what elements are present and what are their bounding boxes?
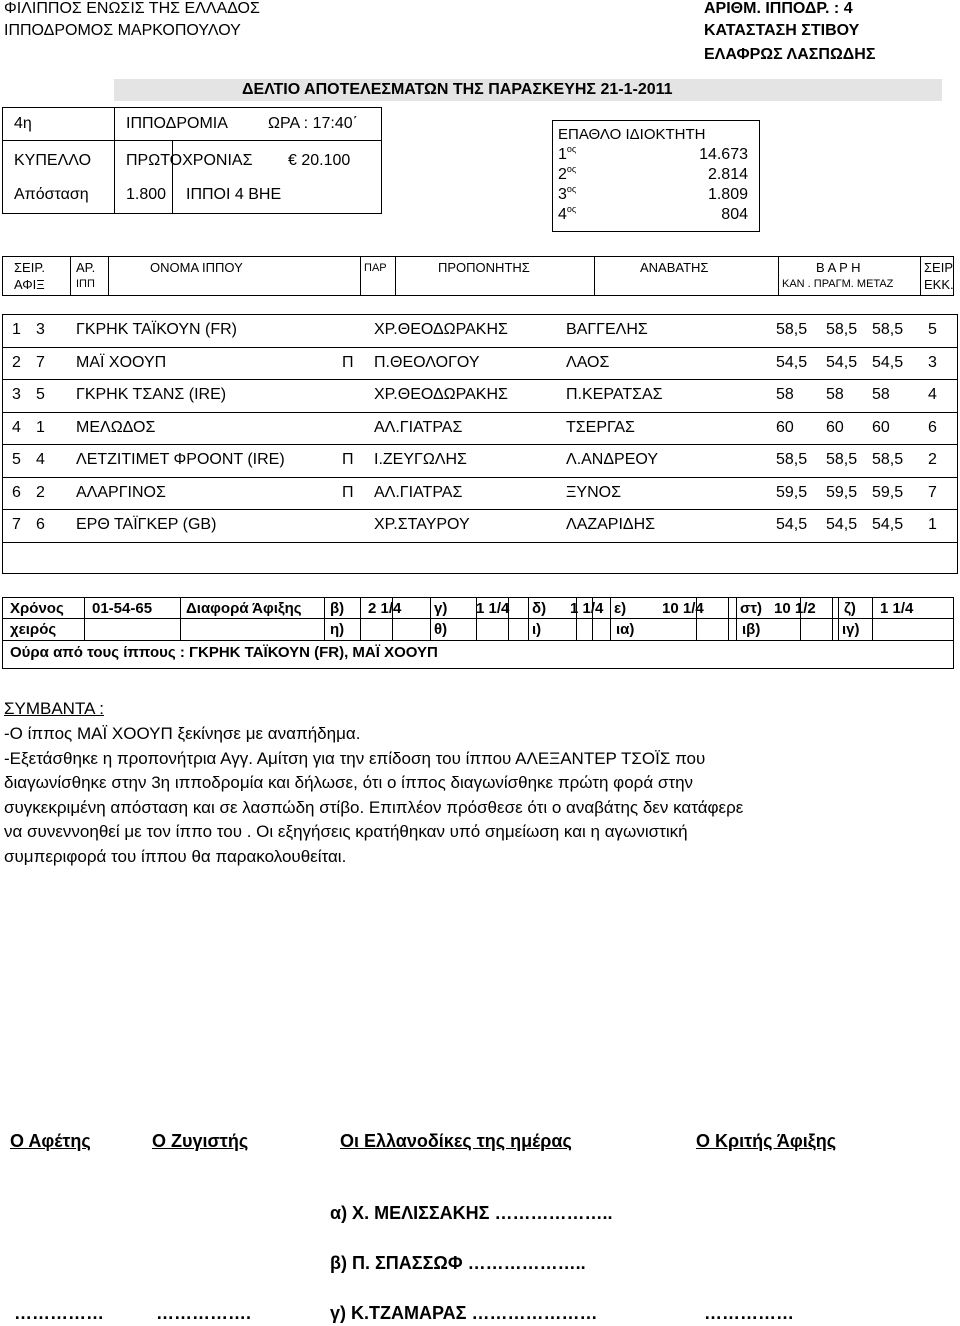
- grid-line: [610, 597, 611, 640]
- euro-icon: €: [288, 152, 297, 169]
- weight-carried: 54,5: [872, 353, 904, 371]
- row-divider: [2, 509, 958, 510]
- diff-value: 1 1/4: [570, 600, 604, 617]
- horse-number: 1: [36, 418, 45, 436]
- horse-name: ΜΕΛΩΔΟΣ: [76, 418, 156, 436]
- horse-class: ΙΠΠΟΙ 4 ΒΗΕ: [186, 186, 282, 203]
- trainer-name: Ι.ΖΕΥΓΩΛΗΣ: [374, 451, 467, 468]
- col-trainer: ΠΡΟΠΟΝΗΤΗΣ: [438, 260, 530, 275]
- weight-carried: 60: [872, 418, 890, 436]
- col-weights: Β Α Ρ Η: [816, 260, 861, 275]
- hand-key: η): [330, 621, 345, 638]
- time-value: 01-54-65: [92, 600, 153, 617]
- steward-c: γ) Κ.ΤΖΑΜΑΡΑΣ …………………: [330, 1303, 598, 1323]
- prize-place: $1^{o\varsigma}$: [558, 144, 577, 163]
- jockey-name: ΒΑΓΓΕΛΗΣ: [566, 321, 648, 338]
- col-horse-name: ΟΝΟΜΑ ΙΠΠΟΥ: [150, 260, 243, 275]
- col-finish: ΣΕΙΡ.: [14, 260, 45, 275]
- cup-label: ΚΥΠΕΛΛΟ: [14, 152, 92, 169]
- event-line: -Εξετάσθηκε η προπονήτρια Αγγ. Αμίτση για την επίδοση του ίππου ΑΛΕΞΑΝΤΕΡ ΤΣΟΪΣ που: [4, 748, 706, 768]
- finish-position: 2: [12, 353, 21, 371]
- event-line: συμπεριφορά του ίππου θα παρακολουθείται.: [4, 846, 347, 866]
- diff-key: γ): [434, 600, 448, 617]
- trainer-name: ΑΛ.ΓΙΑΤΡΑΣ: [374, 418, 463, 436]
- diff-label: Διαφορά Άφιξης: [186, 600, 302, 617]
- col-par: ΠΑΡ: [364, 262, 387, 274]
- meeting-number: ΑΡΙΘΜ. ΙΠΠΟΔΡ. : 4: [704, 0, 853, 17]
- horse-name: ΜΑΪ ΧΟΟΥΠ: [76, 353, 167, 371]
- weight-carried: 59,5: [872, 483, 904, 501]
- weight-actual: 58,5: [826, 451, 858, 468]
- col-number: ΑΡ.: [76, 260, 96, 275]
- prize-amount: 2.814: [707, 166, 748, 183]
- owner-prize-title: ΕΠΑΘΛΟ ΙΔΙΟΚΤΗΤΗ: [558, 126, 706, 143]
- row-divider: [2, 347, 958, 348]
- jockey-name: ΤΣΕΡΓΑΣ: [566, 418, 635, 436]
- weight-handicap: 54,5: [776, 516, 808, 533]
- weight-handicap: 60: [776, 418, 794, 436]
- finish-position: 5: [12, 451, 21, 468]
- event-line: διαγωνίσθηκε στην 3η ιπποδρομία και δήλωσε, ότι ο ίππος διαγωνίσθηκε πρώτη φορά στην: [4, 773, 694, 792]
- diff-key: ε): [614, 600, 627, 617]
- surface-value: ΕΛΑΦΡΩΣ ΛΑΣΠΩΔΗΣ: [704, 46, 876, 63]
- prize-amount: 14.673: [699, 146, 748, 163]
- start-position: 7: [928, 483, 937, 501]
- start-position: 4: [928, 386, 937, 403]
- steward-a: α) Χ. ΜΕΛΙΣΣΑΚΗΣ ………………..: [330, 1203, 613, 1223]
- event-line: συγκεκριμένη απόσταση και σε λασπώδη στίβο. Επιπλέον πρόσθεσε ότι ο αναβάτης δεν κατάφερε: [4, 797, 744, 817]
- finish-position: 4: [12, 418, 21, 436]
- trainer-name: Π.ΘΕΟΛΟΓΟΥ: [374, 353, 480, 371]
- trainer-name: ΧΡ.ΘΕΟΔΩΡΑΚΗΣ: [374, 321, 508, 338]
- purse-value: € 20.100: [288, 152, 351, 169]
- weight-actual: 60: [826, 418, 844, 436]
- row-divider: [2, 477, 958, 478]
- diff-key: β): [330, 600, 345, 617]
- col-finish-2: ΑΦΙΞ: [14, 277, 45, 292]
- jockey-name: ΞΥΝΟΣ: [566, 483, 621, 501]
- diff-value: 2 1/4: [368, 600, 402, 617]
- diff-value: 1 1/4: [880, 600, 914, 617]
- jockey-name: Π.ΚΕΡΑΤΣΑΣ: [566, 386, 663, 403]
- time-label: Χρόνος: [10, 600, 64, 617]
- weight-actual: 58,5: [826, 321, 858, 338]
- weight-carried: 58: [872, 386, 890, 403]
- horse-name: ΓΚΡΗΚ ΤΣΑΝΣ (IRE): [76, 386, 227, 403]
- weight-actual: 54,5: [826, 353, 858, 371]
- hand-key: ιβ): [742, 621, 761, 638]
- start-position: 3: [928, 353, 937, 371]
- weight-carried: 58,5: [872, 321, 904, 338]
- grid-line: [360, 597, 361, 640]
- weight-carried: 54,5: [872, 516, 904, 533]
- club-name: ΦΙΛΙΠΠΟΣ ΕΝΩΣΙΣ ΤΗΣ ΕΛΛΑΔΟΣ: [4, 0, 260, 17]
- prize-amount: 804: [721, 206, 748, 223]
- events-title: ΣΥΜΒΑΝΤΑ :: [4, 699, 104, 718]
- distance-label: Απόσταση: [14, 186, 89, 203]
- col-number-2: ΙΠΠ: [76, 278, 95, 290]
- weight-handicap: 58,5: [776, 451, 808, 468]
- prize-place: $4^{o\varsigma}$: [558, 204, 577, 223]
- trainer-name: ΑΛ.ΓΙΑΤΡΑΣ: [374, 483, 463, 501]
- hand-key: ι): [532, 621, 542, 638]
- jockey-name: Λ.ΑΝΔΡΕΟΥ: [566, 451, 658, 468]
- col-start: ΣΕΙΡ: [924, 260, 953, 275]
- horse-name: ΕΡΘ ΤΑΪΓΚΕΡ (GB): [76, 516, 217, 533]
- sig-dots-right: ……………: [704, 1303, 794, 1323]
- hand-key: ια): [616, 621, 635, 638]
- prize-place: $3^{o\varsigma}$: [558, 184, 577, 203]
- hand-key: θ): [434, 621, 448, 638]
- grid-line: [838, 597, 839, 640]
- trainer-name: ΧΡ.ΘΕΟΔΩΡΑΚΗΣ: [374, 386, 508, 403]
- row-divider: [2, 412, 958, 413]
- finish-position: 6: [12, 483, 21, 501]
- horse-number: 2: [36, 483, 45, 501]
- weight-handicap: 59,5: [776, 483, 808, 501]
- grid-line: [728, 597, 729, 640]
- col-weights-sub: ΚΑΝ . ΠΡΑΓΜ. ΜΕΤΑΖ: [782, 278, 894, 290]
- start-position: 2: [928, 451, 937, 468]
- jockey-name: ΛΑΟΣ: [566, 353, 610, 371]
- horse-number: 5: [36, 386, 45, 403]
- grid-line: [324, 597, 325, 640]
- race-time: ΩΡΑ : 17:40΄: [268, 115, 358, 132]
- track-name: ΙΠΠΟΔΡΟΜΟΣ ΜΑΡΚΟΠΟΥΛΟΥ: [4, 22, 241, 39]
- diff-key: στ): [740, 600, 762, 617]
- diff-value: 10 1/2: [774, 600, 816, 617]
- weight-actual: 59,5: [826, 483, 858, 501]
- weight-actual: 54,5: [826, 516, 858, 533]
- grid-line: [84, 597, 85, 640]
- bulletin-title: ΔΕΛΤΙΟ ΑΠΟΤΕΛΕΣΜΑΤΩΝ ΤΗΣ ΠΑΡΑΣΚΕΥΗΣ 21-1-2011: [242, 81, 673, 98]
- steward-b: β) Π. ΣΠΑΣΣΩΦ ………………..: [330, 1253, 586, 1273]
- start-position: 5: [928, 321, 937, 338]
- weight-handicap: 54,5: [776, 353, 808, 371]
- sig-stewards: Οι Ελλανοδίκες της ημέρας: [340, 1131, 572, 1151]
- horse-name: ΑΛΑΡΓΙΝΟΣ: [76, 483, 166, 501]
- finish-position: 7: [12, 516, 21, 533]
- race-number: 4η: [14, 115, 32, 132]
- par-flag: Π: [342, 483, 354, 501]
- sig-weigher: Ο Ζυγιστής: [152, 1131, 249, 1151]
- prize-amount: 1.809: [707, 186, 748, 203]
- weight-actual: 58: [826, 386, 844, 403]
- weight-carried: 58,5: [872, 451, 904, 468]
- weight-handicap: 58,5: [776, 321, 808, 338]
- diff-key: ζ): [844, 600, 856, 617]
- weight-handicap: 58: [776, 386, 794, 403]
- horse-name: ΛΕΤΖΙΤΙΜΕΤ ΦΡΟΟΝΤ (IRE): [76, 451, 285, 468]
- par-flag: Π: [342, 353, 354, 371]
- trainer-name: ΧΡ.ΣΤΑΥΡΟΥ: [374, 516, 470, 533]
- horse-number: 6: [36, 516, 45, 533]
- sig-starter: Ο Αφέτης: [10, 1131, 91, 1151]
- horse-name: ΓΚΡΗΚ ΤΑΪΚΟΥΝ (FR): [76, 321, 238, 338]
- sig-judge: Ο Κριτής Άφιξης: [696, 1131, 837, 1151]
- tail-note: Ούρα από τους ίππους : ΓΚΡΗΚ ΤΑΪΚΟΥΝ (FR), ΜΑΪ ΧΟΟΥΠ: [10, 644, 438, 661]
- col-start-2: ΕΚΚ.: [924, 277, 954, 292]
- horse-number: 3: [36, 321, 45, 338]
- row-divider: [2, 444, 958, 445]
- hand-key: ιγ): [842, 621, 860, 638]
- grid-line: [528, 597, 529, 640]
- start-position: 1: [928, 516, 937, 533]
- grid-line: [180, 597, 181, 640]
- diff-value: 10 1/4: [662, 600, 704, 617]
- sig-dots-mid: …………….: [156, 1303, 252, 1323]
- distance-value: 1.800: [126, 186, 167, 203]
- start-position: 6: [928, 418, 937, 436]
- surface-title: ΚΑΤΑΣΤΑΣΗ ΣΤΙΒΟΥ: [704, 22, 860, 39]
- race-label: ΙΠΠΟΔΡΟΜΙΑ: [126, 115, 228, 132]
- row-divider: [2, 542, 958, 543]
- grid-line: [872, 597, 873, 640]
- diff-key: δ): [532, 600, 547, 617]
- sig-dots-left: ……………: [14, 1303, 104, 1323]
- grid-line: [832, 597, 833, 640]
- hand-label: χειρός: [10, 621, 57, 638]
- col-jockey: ΑΝΑΒΑΤΗΣ: [640, 260, 709, 275]
- finish-position: 1: [12, 321, 21, 338]
- grid-line: [736, 597, 737, 640]
- event-line: να συνεννοηθεί με τον ίππο του . Οι εξηγήσεις κρατήθηκαν υπό σημείωση και η αγωνιστική: [4, 822, 688, 841]
- jockey-name: ΛΑΖΑΡΙΔΗΣ: [566, 516, 656, 533]
- event-line: -Ο ίππος ΜΑΪ ΧΟΟΥΠ ξεκίνησε με αναπήδημα.: [4, 724, 361, 743]
- bulletin-bar: [114, 79, 942, 101]
- finish-position: 3: [12, 386, 21, 403]
- race-category: ΠΡΩΤΟΧΡΟΝΙΑΣ: [126, 152, 253, 169]
- prize-place: $2^{o\varsigma}$: [558, 164, 577, 183]
- horse-number: 7: [36, 353, 45, 371]
- par-flag: Π: [342, 451, 354, 468]
- grid-line: [430, 597, 431, 640]
- diff-value: 1 1/4: [476, 600, 510, 617]
- horse-number: 4: [36, 451, 45, 468]
- row-divider: [2, 379, 958, 380]
